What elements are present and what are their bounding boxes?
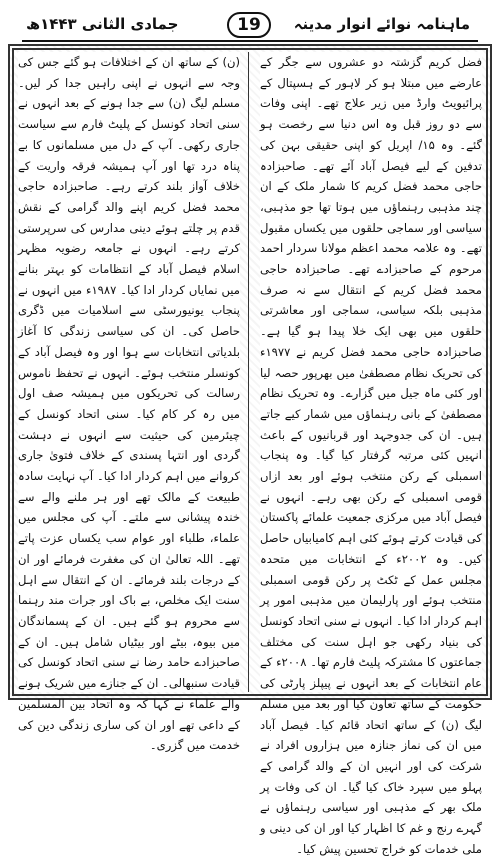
column-right (260, 52, 482, 856)
page-number: 19 (227, 12, 271, 38)
issue-date: جمادی الثانی ۱۴۴۳ھ (26, 15, 179, 33)
column-left-text: (ن) کے ساتھ ان کے اختلافات ہو گئے جس کی وجہ سے انہوں نے اپنی راہیں جدا کر لیں۔ مسلم لیگ (ن) سے جدا ہونے کے بعد انہوں نے سنی اتحاد کونسل کے پلیٹ فارم سے سیاست جاری رکھی۔ آپ کے دل میں مسلمانوں کا بے پناہ درد تھا اور آپ ہمیشہ فرقہ واریت کے خلاف آواز بلند کرتے رہے۔ صاحبزادہ حاجی محمد فضل کریم اپنے والد گرامی کے نقش قدم پر چلتے ہوئے دینی مدارس کی سرپرستی کرتے رہے۔ انہوں نے جامعہ رضویہ مظہر اسلام فیصل آباد کے انتظامات کو بہتر بنانے میں نمایاں کردار ادا کیا۔ ۱۹۸۷ء میں انہوں نے پنجاب یونیورسٹی سے اسلامیات میں ڈگری حاصل کی۔ ان کی سیاسی زندگی کا آغاز بلدیاتی انتخابات سے ہوا اور وہ فیصل آباد کے کونسلر منتخب ہوئے۔ انہوں نے تحفظ ناموس رسالت کی تحریکوں میں ہمیشہ صف اول میں رہ کر کام کیا۔ سنی اتحاد کونسل کے چیئرمین کی حیثیت سے انہوں نے دہشت گردی اور انتہا پسندی کے خلاف فتویٰ جاری کروانے میں اہم کردار ادا کیا۔ آپ نہایت سادہ طبیعت کے مالک تھے اور ہر ملنے والے سے خندہ پیشانی سے ملتے۔ آپ کی مجلس میں علماء، طلباء اور عوام سب یکساں عزت پاتے تھے۔ اللہ تعالیٰ ان کی مغفرت فرمائے اور ان کے درجات بلند فرمائے۔ ان کے انتقال سے اہل سنت ایک مخلص، بے باک اور جرات مند رہنما سے محروم ہو گئے ہیں۔ ان کے پسماندگان میں بیوہ، بیٹے اور بیٹیاں شامل ہیں۔ ان کے صاحبزادے حامد رضا نے سنی اتحاد کونسل کی قیادت سنبھالی۔ ان کے جنازے میں شریک ہونے والے علماء نے کہا کہ وہ اتحاد بین المسلمین کے داعی تھے اور ان کی ساری زندگی دین کی خدمت میں گزری۔ (18, 55, 240, 753)
column-right-text: فضل کریم گزشتہ دو عشروں سے جگر کے عارضے میں مبتلا ہو کر لاہور کے ہسپتال کے پرائیویٹ وارڈ میں زیر علاج تھے۔ اپنی وفات سے دو روز قبل وہ اس دنیا سے رخصت ہو گئے۔ وہ ۱۵/ اپریل کو اپنی حقیقی بہن کی تدفین کے لیے فیصل آباد آئے تھے۔ صاحبزادہ حاجی محمد فضل کریم کا شمار ملک کے ان چند مذہبی رہنماؤں میں ہوتا تھا جو مذہبی، سیاسی اور سماجی حلقوں میں یکساں مقبول تھے۔ وہ علامہ محمد اعظم مولانا سردار احمد مرحوم کے صاحبزادے تھے۔ صاحبزادہ حاجی محمد فضل کریم کے انتقال سے نہ صرف مذہبی بلکہ سیاسی، سماجی اور معاشرتی حلقوں میں بھی ایک خلا پیدا ہو گیا ہے۔ صاحبزادہ حاجی محمد فضل کریم نے ۱۹۷۷ء کی تحریک نظام مصطفیٰ میں بھرپور حصہ لیا اور کئی ماہ جیل میں گزارے۔ وہ تحریک نظام مصطفیٰ کے بانی رہنماؤں میں شمار کیے جاتے ہیں۔ ان کی جدوجہد اور قربانیوں کے باعث انہیں کئی مرتبہ گرفتار کیا گیا۔ وہ پنجاب اسمبلی کے رکن منتخب ہوئے اور بعد ازاں قومی اسمبلی کے رکن بھی رہے۔ انہوں نے فیصل آباد میں مرکزی جمعیت علمائے پاکستان کی قیادت کرتے ہوئے کئی اہم کامیابیاں حاصل کیں۔ وہ ۲۰۰۲ء کے انتخابات میں متحدہ مجلس عمل کے ٹکٹ پر رکن قومی اسمبلی منتخب ہوئے اور پارلیمان میں مذہبی امور پر اہم کردار ادا کیا۔ انہوں نے سنی اتحاد کونسل کی بنیاد رکھی جو اہل سنت کی مختلف جماعتوں کا مشترکہ پلیٹ فارم تھا۔ ۲۰۰۸ء کے عام انتخابات کے بعد انہوں نے پیپلز پارٹی کی حکومت کے ساتھ تعاون کیا اور بعد میں مسلم لیگ (ن) کے ساتھ اتحاد قائم کیا۔ فیصل آباد میں ان کی نماز جنازہ میں ہزاروں افراد نے شرکت کی اور انہیں ان کے والد گرامی کے پہلو میں سپرد خاک کیا گیا۔ ان کی وفات پر ملک بھر کے مذہبی اور سیاسی رہنماؤں نے گہرے رنج و غم کا اظہار کیا اور ان کی دینی و ملی خدمات کو خراج تحسین پیش کیا۔ (260, 55, 482, 856)
column-left (18, 52, 240, 753)
column-divider (248, 52, 249, 692)
magazine-title: ماہنامہ نوائے انوار مدینہ (293, 15, 470, 33)
page-header (22, 12, 478, 40)
header-rule (22, 40, 478, 42)
